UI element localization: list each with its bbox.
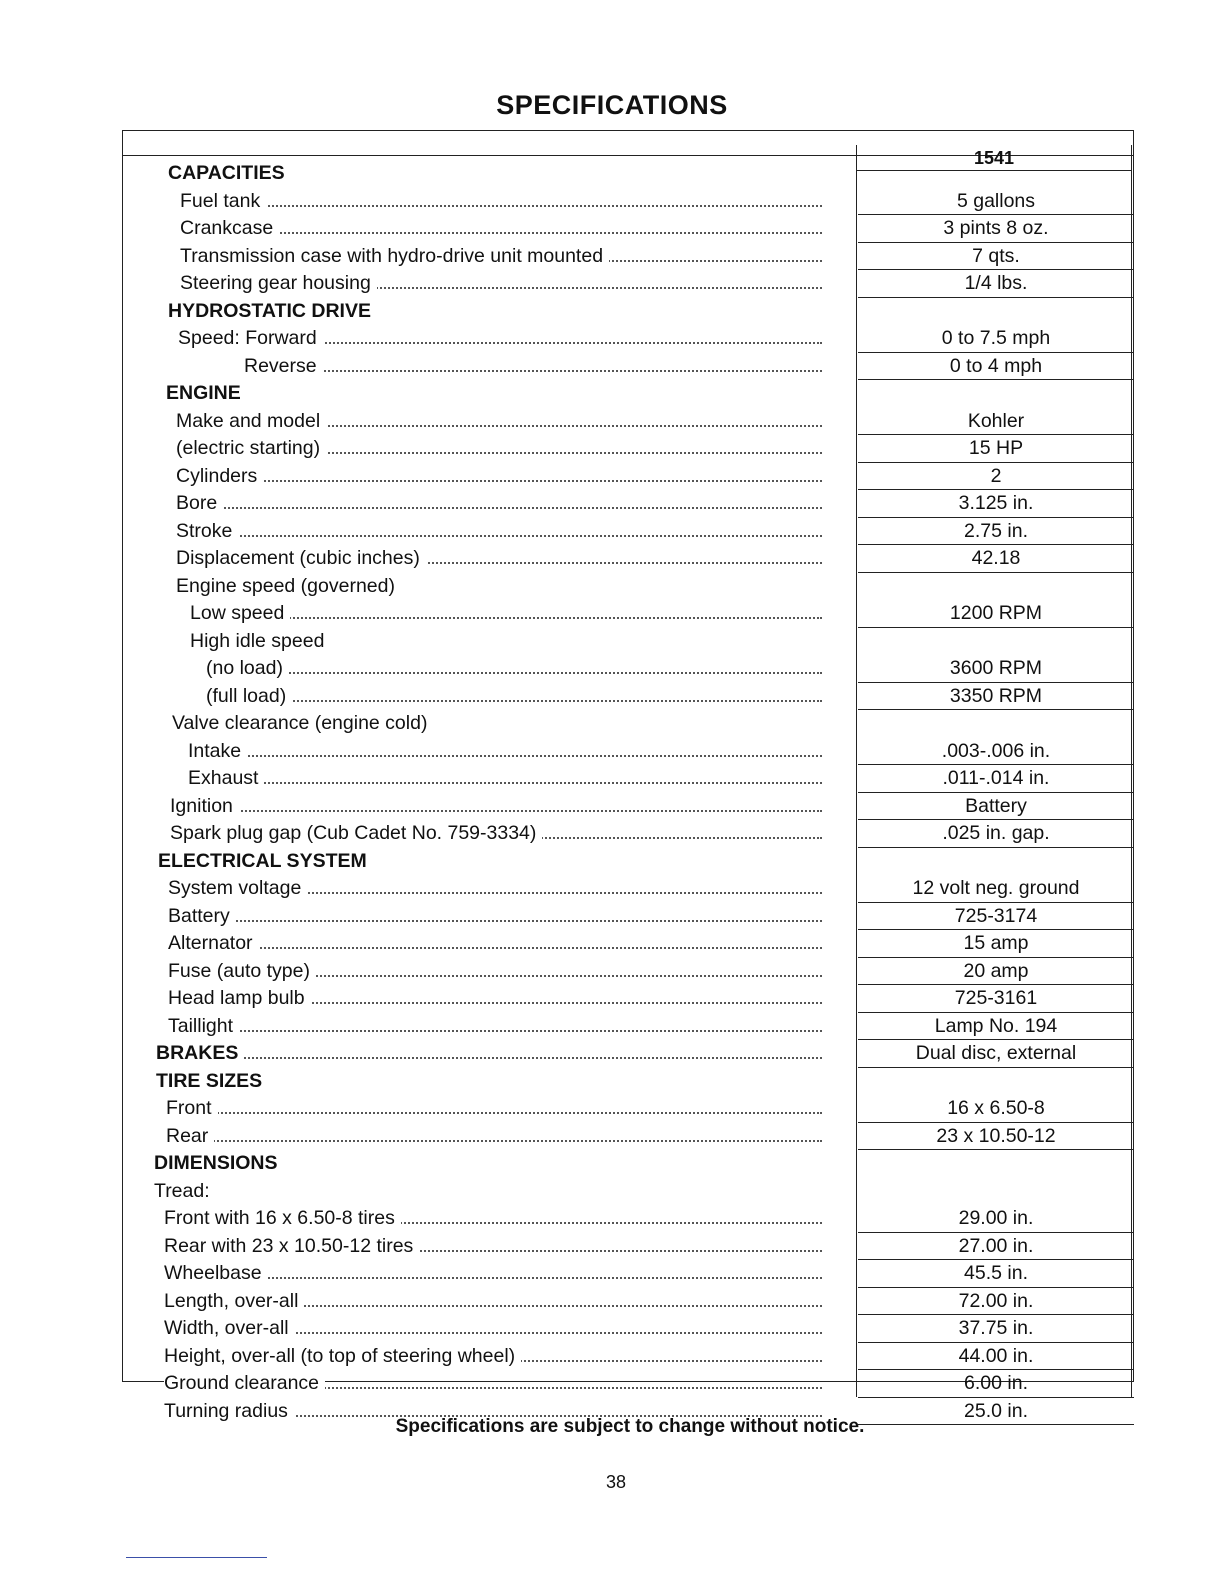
spec-label: Width, over-all [164,1315,295,1343]
dot-leader [206,672,822,674]
page-title: SPECIFICATIONS [496,90,728,120]
spec-value: 3 pints 8 oz. [858,215,1134,243]
spec-value: 72.00 in. [858,1288,1134,1316]
spec-label: Ground clearance [164,1370,325,1398]
section-heading: TIRE SIZES [156,1068,268,1096]
spec-label: (electric starting) [176,435,326,463]
footer-rule [126,1557,267,1558]
spec-label: (no load) [206,655,289,683]
spec-row [150,1095,1128,1123]
spec-value: 5 gallons [858,188,1134,216]
spec-label: Displacement (cubic inches) [176,545,426,573]
section-heading: HYDROSTATIC DRIVE [168,298,377,326]
spec-row [150,738,1128,766]
spec-row [150,765,1128,793]
spec-value: 15 amp [858,930,1134,958]
spec-row [150,683,1128,711]
spec-label: Intake [188,738,247,766]
spec-row [150,875,1128,903]
spec-row [150,930,1128,958]
spec-row [150,903,1128,931]
section-heading: ENGINE [166,380,247,408]
spec-label: Crankcase [180,215,279,243]
dot-leader [180,205,822,207]
spec-label: Valve clearance (engine cold) [172,710,433,738]
dot-leader [188,782,822,784]
spec-row [150,1260,1128,1288]
spec-row [150,1288,1128,1316]
section-heading-row [150,298,1128,326]
spec-label: Stroke [176,518,238,546]
dot-leader [176,480,822,482]
spec-row [150,628,1128,656]
spec-row [150,188,1128,216]
spec-row [150,518,1128,546]
spec-row [150,985,1128,1013]
spec-value: 725-3174 [858,903,1134,931]
spec-label: Engine speed (governed) [176,573,401,601]
spec-label: System voltage [168,875,307,903]
spec-label: Exhaust [188,765,264,793]
page-number: 38 [605,1472,627,1492]
spec-row [150,958,1128,986]
spec-value: .003-.006 in. [858,738,1134,766]
spec-value: Kohler [858,408,1134,436]
spec-value: 2 [858,463,1134,491]
section-heading-row [150,1040,1128,1068]
dot-leader [206,700,822,702]
spec-value: 27.00 in. [858,1233,1134,1261]
spec-value: 3600 RPM [858,655,1134,683]
dot-leader [168,920,822,922]
section-heading-row [150,1068,1128,1096]
model-column-header: 1541 [856,145,1132,171]
spec-label: Ignition [170,793,239,821]
spec-value: 0 to 7.5 mph [858,325,1134,353]
spec-label: Steering gear housing [180,270,377,298]
dot-leader [156,1057,822,1059]
section-heading-row [150,380,1128,408]
spec-row [150,573,1128,601]
spec-label: Turning radius [164,1398,294,1426]
spec-row [150,1123,1128,1151]
spec-label: Front [166,1095,218,1123]
spec-label: Spark plug gap (Cub Cadet No. 759-3334) [170,820,542,848]
spec-label: Rear [166,1123,214,1151]
spec-row [150,325,1128,353]
dot-leader [176,507,822,509]
spec-row [150,545,1128,573]
spec-row [150,270,1128,298]
spec-value: 6.00 in. [858,1370,1134,1398]
section-heading-row [150,160,1128,188]
spec-label: Cylinders [176,463,263,491]
spec-label: Length, over-all [164,1288,304,1316]
spec-label: Rear with 23 x 10.50-12 tires [164,1233,419,1261]
spec-label: Alternator [168,930,259,958]
dot-leader [188,755,822,757]
spec-row [150,353,1128,381]
spec-label: Tread: [154,1178,216,1206]
spec-value: 7 qts. [858,243,1134,271]
spec-label: Reverse [244,353,323,381]
spec-value: Battery [858,793,1134,821]
dot-leader [166,1140,822,1142]
spec-label: Make and model [176,408,326,436]
spec-value: 2.75 in. [858,518,1134,546]
spec-value: 725-3161 [858,985,1134,1013]
spec-label: Fuel tank [180,188,266,216]
spec-value: 45.5 in. [858,1260,1134,1288]
spec-label: Bore [176,490,223,518]
spec-row [150,463,1128,491]
dot-leader [244,370,822,372]
dot-leader [168,1030,822,1032]
spec-value: Lamp No. 194 [858,1013,1134,1041]
spec-label: Low speed [190,600,290,628]
spec-label: Battery [168,903,236,931]
spec-row [150,1178,1128,1206]
spec-row [150,1315,1128,1343]
spec-row [150,1205,1128,1233]
spec-value: 42.18 [858,545,1134,573]
spec-row [150,793,1128,821]
spec-row [150,1370,1128,1398]
spec-value: 1/4 lbs. [858,270,1134,298]
spec-label: Front with 16 x 6.50-8 tires [164,1205,401,1233]
spec-row [150,1233,1128,1261]
spec-value: .011-.014 in. [858,765,1134,793]
section-heading-row [150,1150,1128,1178]
spec-label: (full load) [206,683,292,711]
spec-value: 15 HP [858,435,1134,463]
spec-value: Dual disc, external [858,1040,1134,1068]
spec-row [150,710,1128,738]
spec-label: Transmission case with hydro-drive unit mounted [180,243,609,271]
dot-leader [176,535,822,537]
spec-row [150,1343,1128,1371]
spec-row [150,600,1128,628]
spec-label: Taillight [168,1013,239,1041]
section-heading: ELECTRICAL SYSTEM [158,848,373,876]
spec-label: Wheelbase [164,1260,268,1288]
dot-leader [170,810,822,812]
spec-value: 25.0 in. [858,1398,1134,1426]
spec-row [150,215,1128,243]
spec-value: 12 volt neg. ground [858,875,1134,903]
spec-row [150,243,1128,271]
spec-label: Head lamp bulb [168,985,311,1013]
spec-label: Height, over-all (to top of steering wheel) [164,1343,521,1371]
spec-row [150,435,1128,463]
spec-value: 44.00 in. [858,1343,1134,1371]
section-heading: CAPACITIES [168,160,291,188]
section-heading: DIMENSIONS [154,1150,284,1178]
spec-value: 3350 RPM [858,683,1134,711]
spec-row [150,408,1128,436]
spec-value: 1200 RPM [858,600,1134,628]
footnote: Specifications are subject to change without notice. [395,1416,865,1437]
spec-label: High idle speed [190,628,330,656]
section-heading: BRAKES [156,1040,244,1068]
spec-value: 29.00 in. [858,1205,1134,1233]
spec-value: 37.75 in. [858,1315,1134,1343]
spec-value: 23 x 10.50-12 [858,1123,1134,1151]
dot-leader [168,947,822,949]
section-heading-row [150,848,1128,876]
spec-row [150,655,1128,683]
spec-row [150,1013,1128,1041]
spec-value: 16 x 6.50-8 [858,1095,1134,1123]
spec-value: .025 in. gap. [858,820,1134,848]
spec-row [150,820,1128,848]
spec-value: 3.125 in. [858,490,1134,518]
spec-label: Fuse (auto type) [168,958,316,986]
spec-value: 0 to 4 mph [858,353,1134,381]
spec-label: Speed: Forward [178,325,323,353]
spec-row [150,490,1128,518]
spec-value: 20 amp [858,958,1134,986]
dot-leader [166,1112,822,1114]
